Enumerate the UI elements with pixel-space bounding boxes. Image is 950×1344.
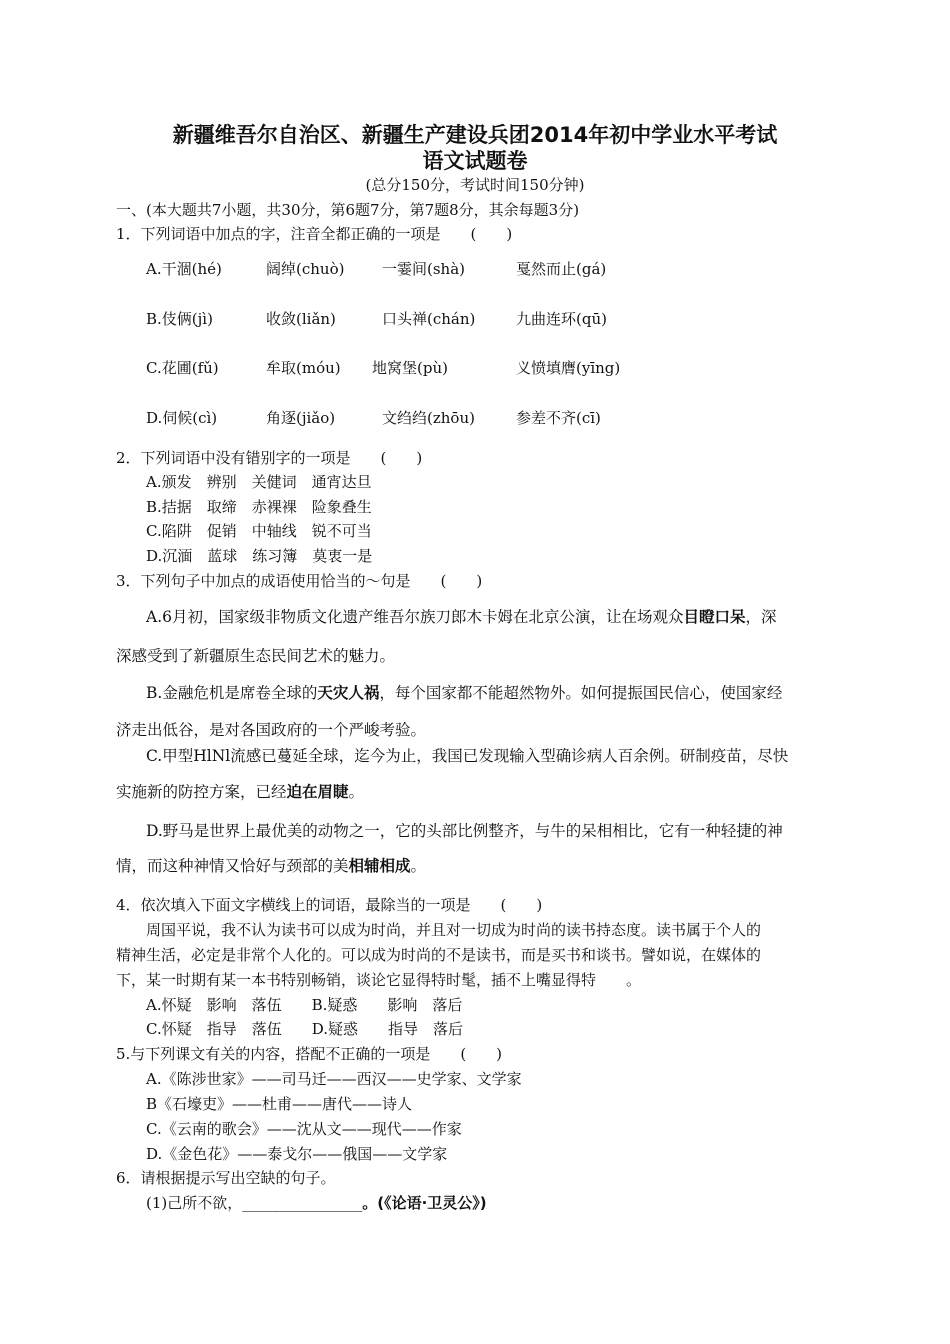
section-heading: 一、(本大题共7小题，共30分，第6题7分，第7题8分，其余每题3分) xyxy=(116,201,580,219)
q3-b-text-post: ，每个国家都不能超然物外。如何提振国民信心，使国家经 xyxy=(379,684,783,702)
q1-d-1: D.伺候(cì) xyxy=(146,409,218,427)
exam-title-line2: 语文试题卷 xyxy=(422,149,528,173)
q2-option-c: C.陷阱 促销 中轴线 锐不可当 xyxy=(146,522,372,540)
q1-b-1: B.伎俩(jì) xyxy=(146,310,213,328)
q1-d-4: 参差不齐(cī) xyxy=(516,409,601,427)
q3-a-text-pre: A.6月初，国家级非物质文化遗产维吾尔族刀郎木卡姆在北京公演，让在场观众 xyxy=(146,608,684,626)
q3-option-d-line1: D.野马是世界上最优美的动物之一，它的头部比例整齐，与牛的呆相相比，它有一种轻捷的神 xyxy=(146,822,783,840)
q1-a-3: 一霎间(shà) xyxy=(382,260,466,278)
q1-a-2: 阔绰(chuò) xyxy=(266,260,345,278)
q1-a-4: 戛然而止(gá) xyxy=(516,260,607,278)
q3-b-text-pre: B.金融危机是席卷全球的 xyxy=(146,684,318,702)
q2-option-b: B.拮据 取缔 赤裸裸 险象叠生 xyxy=(146,498,372,516)
q2-stem: 2．下列词语中没有错别字的一项是 ( ) xyxy=(116,449,423,467)
q1-stem: 1．下列词语中加点的字，注音全都正确的一项是 ( ) xyxy=(116,225,513,243)
q3-option-a-line1 xyxy=(146,607,777,627)
q3-a-idiom: 目瞪口呆 xyxy=(683,608,746,626)
q4-stem: 4．依次填入下面文字横线上的词语，最除当的一项是 ( ) xyxy=(116,896,543,914)
q3-d-text-pre: 情，而这种神情又恰好与颈部的美 xyxy=(116,857,349,875)
q5-option-d: D.《金色花》——泰戈尔——俄国——文学家 xyxy=(146,1145,448,1163)
q1-a-1: A.干涸(hé) xyxy=(146,260,222,278)
q5-option-a: A.《陈涉世家》——司马迁——西汉——史学家、文学家 xyxy=(146,1070,522,1088)
q4-passage-line3: 下，某一时期有某一本书特别畅销，谈论它显得特时髦，插不上嘴显得特 。 xyxy=(116,971,642,989)
q1-option-row-b xyxy=(0,309,950,329)
q3-c-text-post: 。 xyxy=(348,783,365,801)
q6-item1-text: (1)己所不欲， xyxy=(146,1194,243,1212)
q1-c-4: 义愤填膺(yīng) xyxy=(516,359,621,377)
q1-option-row-d xyxy=(0,408,950,428)
q5-option-b: B《石壕吏》——杜甫——唐代——诗人 xyxy=(146,1095,413,1113)
q3-option-c-line2 xyxy=(116,782,364,802)
q3-c-text-pre: 实施新的防控方案，已经 xyxy=(116,783,287,801)
q3-a-text-post: ，深 xyxy=(745,608,777,626)
q4-passage-line1: 周国平说，我不认为读书可以成为时尚，并且对一切成为时尚的读书持态度。读书属于个人的 xyxy=(146,921,762,939)
q4-options-ab: A.怀疑 影响 落伍 B.疑惑 影响 落后 xyxy=(146,996,463,1014)
q1-b-4: 九曲连环(qū) xyxy=(516,310,607,328)
q1-option-row-a xyxy=(0,259,950,279)
q3-c-idiom: 迫在眉睫 xyxy=(286,783,349,801)
q1-c-3: 地窝堡(pù) xyxy=(372,359,448,377)
q1-d-3: 文绉绉(zhōu) xyxy=(382,409,475,427)
q6-stem: 6．请根据提示写出空缺的句子。 xyxy=(116,1169,336,1187)
exam-title-line1: 新疆维吾尔自治区、新疆生产建设兵团2014年初中学业水平考试 xyxy=(172,123,778,147)
q3-option-b-line2: 济走出低谷，是对各国政府的一个严峻考验。 xyxy=(116,721,427,739)
q6-item1-blank[interactable]: ________________ xyxy=(242,1194,363,1212)
q1-option-row-c xyxy=(0,358,950,378)
q3-d-text-post: 。 xyxy=(410,857,427,875)
q2-option-a: A.颁发 辨别 关健词 通宵达旦 xyxy=(146,473,372,491)
q1-b-3: 口头禅(chán) xyxy=(382,310,476,328)
q3-option-c-line1: C.甲型HlNl流感已蔓延全球，迄今为止，我国已发现输入型确诊病人百余例。研制疫苗，尽快 xyxy=(146,747,789,765)
q6-item1 xyxy=(146,1193,487,1213)
q1-d-2: 角逐(jiǎo) xyxy=(266,409,336,427)
q4-passage-line2: 精神生活，必定是非常个人化的。可以成为时尚的不是读书，而是买书和谈书。譬如说，在媒体的 xyxy=(116,946,762,964)
q4-options-cd: C.怀疑 指导 落伍 D.疑惑 指导 落后 xyxy=(146,1020,463,1038)
q3-d-idiom: 相辅相成 xyxy=(348,857,411,875)
q1-c-1: C.花圃(fǔ) xyxy=(146,359,219,377)
q2-option-d: D.沉湎 蓝球 练习簿 莫衷一是 xyxy=(146,547,373,565)
q6-item1-source: 。(《论语·卫灵公》) xyxy=(362,1194,487,1212)
q3-stem: 3．下列句子中加点的成语使用恰当的～句是 ( ) xyxy=(116,572,483,590)
q1-b-2: 收敛(liǎn) xyxy=(266,310,336,328)
q3-option-d-line2 xyxy=(116,856,426,876)
exam-subtitle: (总分150分，考试时间150分钟) xyxy=(365,176,585,194)
q3-option-b-line1 xyxy=(146,683,782,703)
q5-option-c: C.《云南的歌会》——沈从文——现代——作家 xyxy=(146,1120,462,1138)
q3-option-a-line2: 深感受到了新疆原生态民间艺术的魅力。 xyxy=(116,647,396,665)
q5-stem: 5.与下列课文有关的内容，搭配不正确的一项是 ( ) xyxy=(116,1045,503,1063)
q3-b-idiom: 天灾人祸 xyxy=(317,684,380,702)
q1-c-2: 牟取(móu) xyxy=(266,359,341,377)
